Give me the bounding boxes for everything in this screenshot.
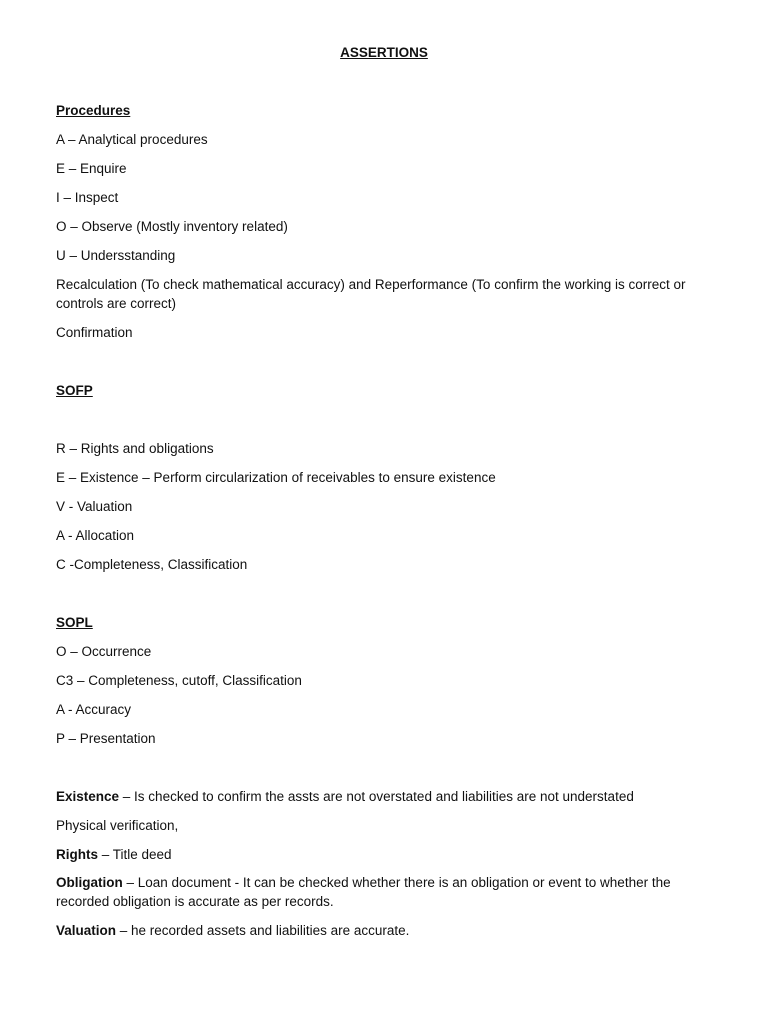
sofp-item: R – Rights and obligations [56,441,214,456]
obligation-note [56,873,706,911]
sofp-item: E – Existence – Perform circularization of receivables to ensure existence [56,470,496,485]
sopl-item: C3 – Completeness, cutoff, Classification [56,673,302,688]
valuation-note [56,921,409,940]
page-title: ASSERTIONS [340,45,428,60]
rights-term: Rights [56,847,98,862]
sopl-item: O – Occurrence [56,644,152,659]
valuation-text: – he recorded assets and liabilities are accurate. [116,923,410,938]
rights-text: – Title deed [98,847,172,862]
procedure-item: A – Analytical procedures [56,132,208,147]
confirmation-line: Confirmation [56,325,133,340]
obligation-term: Obligation [56,875,123,890]
sopl-item: A - Accuracy [56,702,132,717]
procedure-item: E – Enquire [56,161,127,176]
sofp-heading: SOFP [56,383,93,398]
sopl-item: P – Presentation [56,731,156,746]
procedure-item: U – Undersstanding [56,248,176,263]
existence-text: – Is checked to confirm the assts are not overstated and liabilities are not understated [119,789,634,804]
recalculation-paragraph: Recalculation (To check mathematical accuracy) and Reperformance (To confirm the working is correct or controls are correct) [56,277,686,311]
sofp-item: A - Allocation [56,528,135,543]
procedures-heading: Procedures [56,103,131,118]
sofp-item: V - Valuation [56,499,133,514]
procedure-item: O – Observe (Mostly inventory related) [56,219,288,234]
rights-note [56,845,172,864]
physical-verification-line: Physical verification, [56,818,179,833]
obligation-text: – Loan document - It can be checked whether there is an obligation or event to whether the recorded obligation is accurate as per records. [56,875,671,909]
existence-note [56,787,634,806]
valuation-term: Valuation [56,923,117,938]
existence-term: Existence [56,789,120,804]
sopl-heading: SOPL [56,615,93,630]
sofp-item: C -Completeness, Classification [56,557,248,572]
procedure-item: I – Inspect [56,190,119,205]
